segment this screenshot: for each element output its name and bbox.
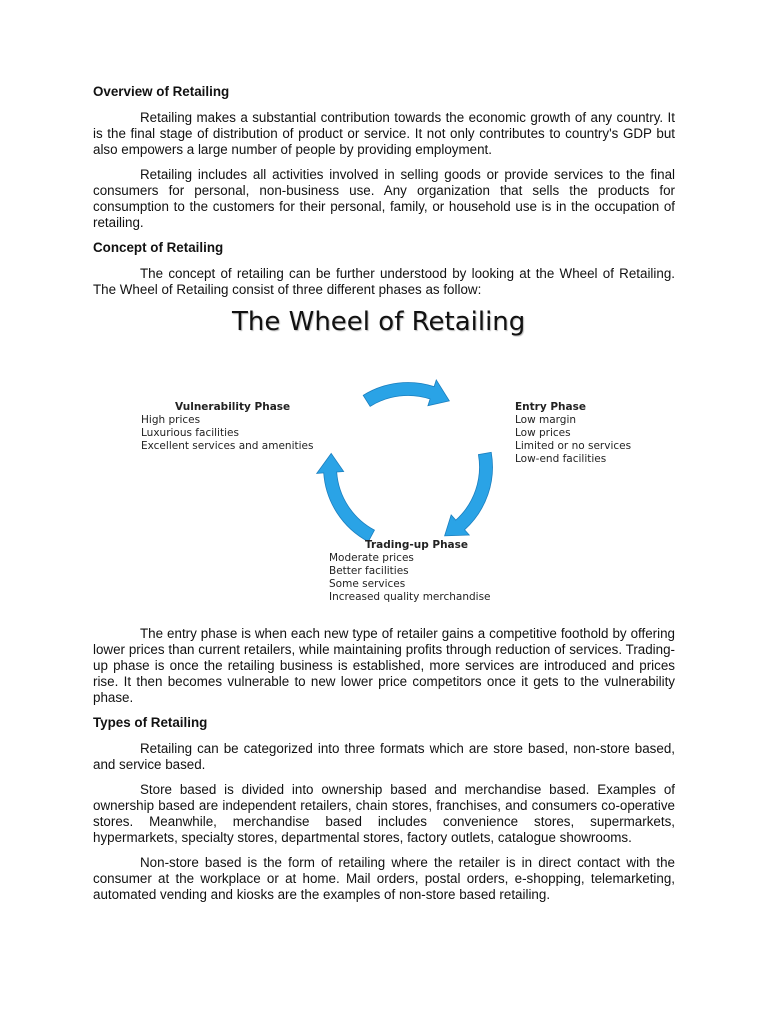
phase-item: Better facilities — [329, 565, 409, 577]
paragraph: Non-store based is the form of retailing where the retailer is in direct contact with the consumer at the workplace or at home. Mail orders, postal orders, e-shopping, telemarketing, automated vending and kiosks are the examples of non-store based retailing. — [93, 855, 675, 902]
section-heading-overview: Overview of Retailing — [93, 84, 230, 99]
phase-item: Moderate prices — [329, 552, 414, 564]
paragraph: The entry phase is when each new type of retailer gains a competitive foothold by offering lower prices than current retailers, while maintaining profits through reduction of services. Trading-up phase is once the retailing business is established, more services are introduced and prices rise. It then becomes vulnerable to new lower price competitors once it gets to the vulnerability phase. — [93, 626, 675, 705]
phase-item: Luxurious facilities — [141, 427, 239, 439]
figure-title: The Wheel of Retailing — [232, 307, 526, 337]
cycle-arrows-group — [317, 380, 493, 542]
phase-item: Limited or no services — [515, 440, 632, 452]
entry-phase — [515, 401, 631, 466]
arrow-right — [445, 452, 493, 536]
vulnerability-phase — [141, 401, 313, 453]
section-heading-concept: Concept of Retailing — [93, 240, 224, 255]
phase-item: Increased quality merchandise — [329, 591, 491, 603]
phase-item: Some services — [329, 578, 406, 590]
paragraph: Retailing includes all activities involved in selling goods or provide services to the final consumers for personal, non-business use. Any organization that sells the products for consumption to the customers for their personal, family, or household use is in the occupation of retailing. — [93, 167, 675, 230]
arrow-top — [363, 380, 449, 406]
phase-item: Excellent services and amenities — [141, 440, 314, 452]
trading-up-phase — [329, 539, 491, 604]
phase-title: Entry Phase — [515, 401, 586, 413]
phase-item: Low-end facilities — [515, 453, 607, 465]
wheel-arrows — [308, 367, 508, 557]
wheel-of-retailing-figure — [93, 307, 675, 612]
paragraph: The concept of retailing can be further understood by looking at the Wheel of Retailing. The Wheel of Retailing consist of three different phases as follow: — [93, 266, 675, 297]
paragraph: Store based is divided into ownership based and merchandise based. Examples of ownership based are independent retailers, chain stores, franchises, and consumers co-operative stores. Meanwhile, merchandise based includes convenience stores, supermarkets, hypermarkets, specialty stores, departmental stores, factory outlets, catalogue showrooms. — [93, 782, 675, 845]
phase-item: Low margin — [515, 414, 577, 426]
section-heading-types: Types of Retailing — [93, 715, 208, 730]
phase-title: Trading-up Phase — [365, 539, 469, 551]
document-page — [93, 84, 675, 912]
arrow-left — [317, 453, 375, 541]
paragraph: Retailing can be categorized into three formats which are store based, non-store based, and service based. — [93, 741, 675, 772]
phase-title: Vulnerability Phase — [175, 401, 291, 413]
phase-item: Low prices — [515, 427, 571, 439]
phase-item: High prices — [141, 414, 201, 426]
paragraph: Retailing makes a substantial contribution towards the economic growth of any country. It is the final stage of distribution of product or service. It not only contributes to country's GDP but also empowers a large number of people by providing employment. — [93, 110, 675, 157]
